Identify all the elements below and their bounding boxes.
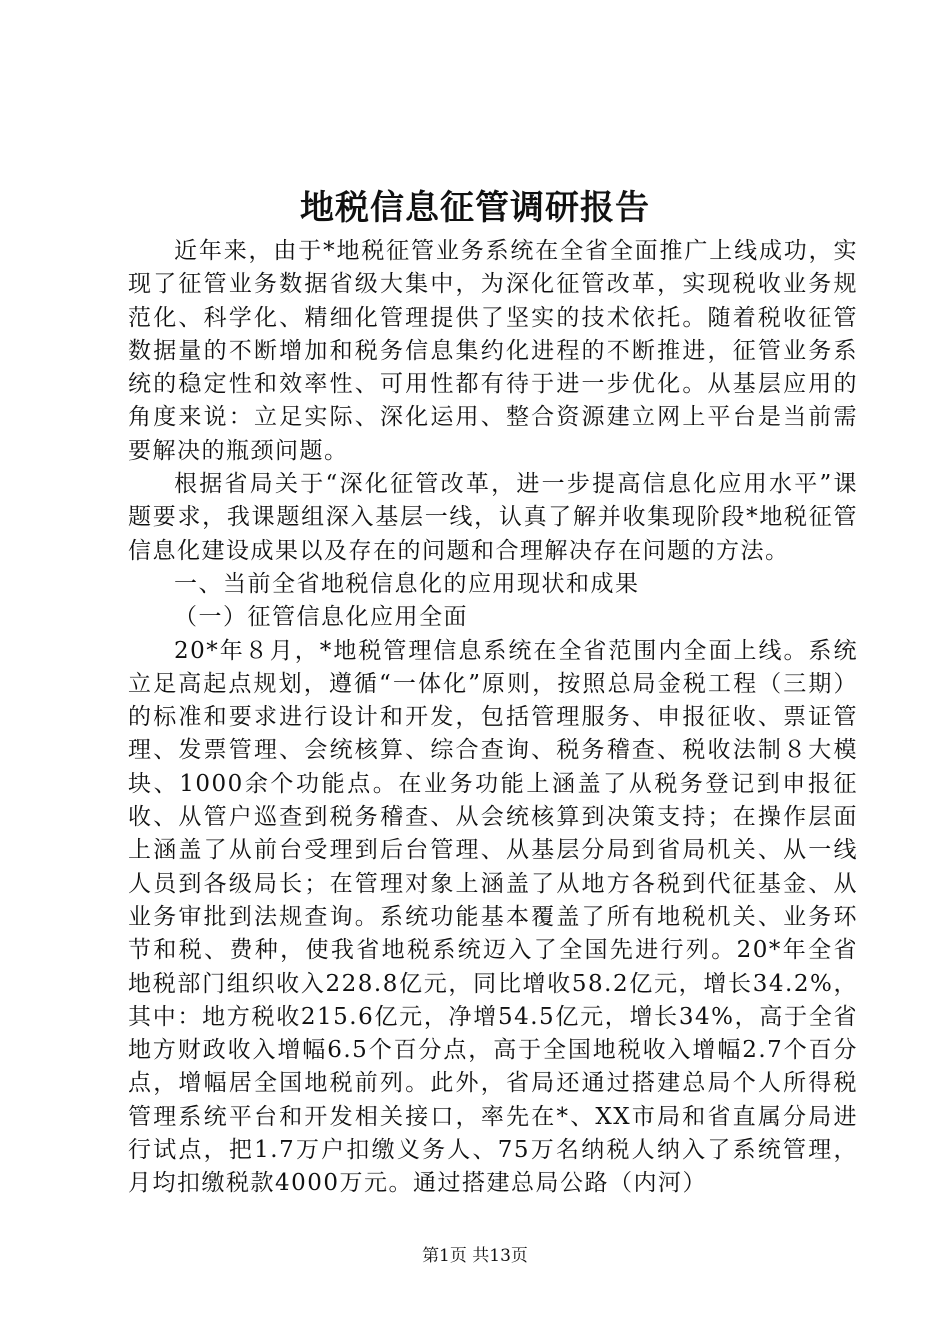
- paragraph-system-overview: 20*年８月，*地税管理信息系统在全省范围内全面上线。系统立足高起点规划，遵循“一体化”原则，按照总局金税工程（三期）的标准和要求进行设计和开发，包括管理服务、申报征收、票证管理、发票管理、会统核算、综合查询、税务稽查、税收法制８大模块、1000余个功能点。在业务功能上涵盖了从税务登记到申报征收、从管户巡查到税务稽查、从会统核算到决策支持；在操作层面上涵盖了从前台受理到后台管理、从基层分局到省局机关、从一线人员到各级局长；在管理对象上涵盖了从地方各税到代征基金、从业务审批到法规查询。系统功能基本覆盖了所有地税机关、业务环节和税、费种，使我省地税系统迈入了全国先进行列。20*年全省地税部门组织收入228.8亿元，同比增收58.2亿元，增长34.2%，其中：地方税收215.6亿元，净增54.5亿元，增长34%，高于全省地方财政收入增幅6.5个百分点，高于全国地税收入增幅2.7个百分点，增幅居全国地税前列。此外，省局还通过搭建总局个人所得税管理系统平台和开发相关接口，率先在*、XX市局和省直属分局进行试点，把1.7万户扣缴义务人、75万名纳税人纳入了系统管理，月均扣缴税款4000万元。通过搭建总局公路（内河）: [128, 637, 858, 1197]
- document-body: [128, 235, 858, 1201]
- subsection-heading-1: （一）征管信息化应用全面: [174, 604, 468, 631]
- page-footer: 第1页 共13页: [422, 1246, 528, 1266]
- paragraph-intro: 近年来，由于*地税征管业务系统在全省全面推广上线成功，实现了征管业务数据省级大集中，为深化征管改革，实现税收业务规范化、科学化、精细化管理提供了坚实的技术依托。随着税收征管数据量的不断增加和税务信息集约化进程的不断推进，征管业务系统的稳定性和效率性、可用性都有待于进一步优化。从基层应用的角度来说：立足实际、深化运用、整合资源建立网上平台是当前需要解决的瓶颈问题。: [128, 238, 858, 464]
- paragraph-basis: 根据省局关于“深化征管改革，进一步提高信息化应用水平”课题要求，我课题组深入基层一线，认真了解并收集现阶段*地税征管信息化建设成果以及存在的问题和合理解决存在问题的方法。: [128, 471, 858, 564]
- section-heading-1: 一、当前全省地税信息化的应用现状和成果: [174, 570, 640, 597]
- document-title: 地税信息征管调研报告: [300, 188, 650, 228]
